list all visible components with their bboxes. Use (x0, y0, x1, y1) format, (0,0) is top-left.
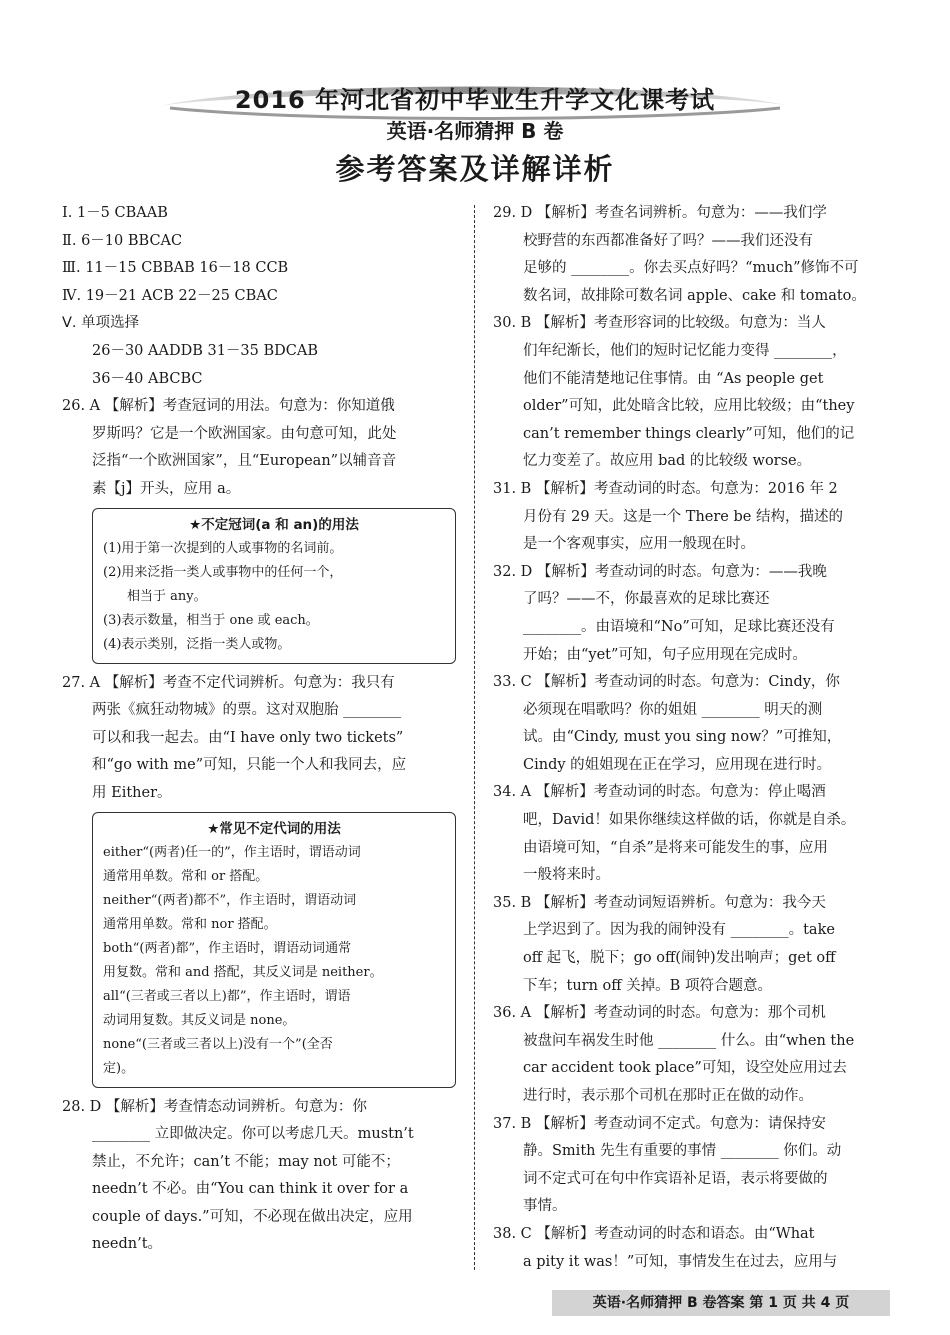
explanation-line: 31. B 【解析】考查动词的时态。句意为：2016 年 2 (493, 480, 838, 497)
answer-line: Ⅲ. 11－15 CBBAB 16－18 CCB (62, 260, 289, 277)
explanation-line: 素【j】开头，应用 a。 (92, 480, 241, 497)
page-title: 参考答案及详解详析 (335, 152, 615, 186)
note-line: none“(三者或三者以上)没有一个”(全否 (103, 1036, 333, 1052)
note-line: (4)表示类别，泛指一类人或物。 (103, 636, 291, 652)
note-line: 通常用单数。常和 or 搭配。 (103, 868, 269, 884)
explanation-line: needn’t。 (92, 1236, 163, 1253)
note-line: 通常用单数。常和 nor 搭配。 (103, 916, 277, 932)
explanation-line: 试。由“Cindy, must you sing now？”可推知， (523, 729, 842, 746)
exam-title: 2016 年河北省初中毕业生升学文化课考试 (234, 86, 716, 114)
explanation-line: 34. A 【解析】考查动词的时态。句意为：停止喝酒 (493, 784, 826, 801)
explanation-line: 26. A 【解析】考查冠词的用法。句意为：你知道俄 (62, 398, 395, 415)
explanation-line: 禁止，不允许；can’t 不能；may not 可能不； (92, 1153, 400, 1170)
explanation-line: 30. B 【解析】考查形容词的比较级。句意为：当人 (493, 315, 826, 332)
explanation-line: Cindy 的姐姐现在正在学习，应用现在进行时。 (523, 756, 832, 773)
explanation-line: 33. C 【解析】考查动词的时态。句意为：Cindy，你 (493, 674, 840, 691)
note-line: 动词用复数。其反义词是 none。 (103, 1012, 296, 1028)
explanation-line: 他们不能清楚地记住事情。由 “As people get (523, 370, 824, 387)
explanation-line: 下车；turn off 关掉。B 项符合题意。 (523, 977, 772, 994)
explanation-line: 28. D 【解析】考查情态动词辨析。句意为：你 (62, 1098, 367, 1115)
explanation-line: 可以和我一起去。由“I have only two tickets” (92, 729, 404, 746)
note-line: either“(两者)任一的”，作主语时，谓语动词 (103, 844, 361, 860)
explanation-line: 了吗？——不，你最喜欢的足球比赛还 (523, 591, 770, 608)
explanation-line: 忆力变差了。故应用 bad 的比较级 worse。 (523, 453, 812, 470)
answer-line: Ⅳ. 19－21 ACB 22－25 CBAC (62, 287, 278, 304)
page-footer: 英语·名师猜押 B 卷答案 第 1 页 共 4 页 (552, 1290, 890, 1316)
note-line: (1)用于第一次提到的人或事物的名词前。 (103, 540, 343, 556)
explanation-line: 一般将来时。 (523, 867, 610, 884)
explanation-line: ________ 立即做决定。你可以考虑几天。mustn’t (92, 1126, 414, 1143)
note-box-title: ★常见不定代词的用法 (207, 820, 341, 837)
explanation-line: 35. B 【解析】考查动词短语辨析。句意为：我今天 (493, 894, 826, 911)
right-column (493, 200, 889, 1276)
explanation-line: 事情。 (523, 1198, 567, 1215)
page-header (0, 0, 950, 200)
explanation-line: 泛指“一个欧洲国家”，且“European”以辅音音 (92, 453, 397, 470)
explanation-line: 必须现在唱歌吗？你的姐姐 ________ 明天的测 (523, 701, 823, 718)
note-line: (2)用来泛指一类人或事物中的任何一个， (103, 564, 343, 580)
explanation-line: ________。由语境和“No”可知，足球比赛还没有 (523, 618, 835, 635)
answer-line: 36－40 ABCBC (92, 370, 203, 387)
explanation-line: 27. A 【解析】考查不定代词辨析。句意为：我只有 (62, 674, 395, 691)
explanation-line: car accident took place”可知，设空处应用过去 (523, 1060, 847, 1077)
note-line: 相当于 any。 (127, 588, 207, 604)
explanation-line: 两张《疯狂动物城》的票。这对双胞胎 ________ (92, 702, 402, 719)
explanation-line: 上学迟到了。因为我的闹钟没有 ________。take (523, 922, 835, 939)
note-line: all“(三者或三者以上)都”，作主语时，谓语 (103, 988, 351, 1004)
note-line: 用复数。常和 and 搭配，其反义词是 neither。 (103, 964, 383, 980)
explanation-line: 足够的 ________。你去买点好吗？“much”修饰不可 (523, 260, 859, 277)
note-line: (3)表示数量，相当于 one 或 each。 (103, 612, 319, 628)
explanation-line: 静。Smith 先生有重要的事情 ________ 你们。动 (523, 1143, 842, 1160)
explanation-line: older”可知，此处暗含比较，应用比较级；由“they (523, 398, 855, 415)
section-heading: Ⅴ. 单项选择 (62, 315, 140, 332)
explanation-line: a pity it was！”可知，事情发生在过去，应用与 (523, 1253, 838, 1270)
column-divider (474, 205, 475, 1270)
exam-subtitle: 英语·名师猜押 B 卷 (386, 119, 564, 143)
explanation-line: 数名词，故排除可数名词 apple、cake 和 tomato。 (523, 287, 866, 304)
explanation-line: 38. C 【解析】考查动词的时态和语态。由“What (493, 1225, 815, 1242)
answer-line: Ⅰ. 1－5 CBAAB (62, 205, 168, 221)
explanation-line: can’t remember things clearly”可知，他们的记 (523, 425, 855, 442)
explanation-line: 29. D 【解析】考查名词辨析。句意为：——我们学 (493, 205, 827, 221)
explanation-line: 37. B 【解析】考查动词不定式。句意为：请保持安 (493, 1115, 826, 1132)
explanation-line: 罗斯吗？它是一个欧洲国家。由句意可知，此处 (92, 425, 397, 442)
answer-line: Ⅱ. 6－10 BBCAC (62, 232, 183, 249)
answer-line: 26－30 AADDB 31－35 BDCAB (92, 342, 318, 359)
explanation-line: needn’t 不必。由“You can think it over for a (92, 1181, 409, 1198)
explanation-line: 用 Either。 (92, 784, 172, 801)
explanation-line: couple of days.”可知，不必现在做出决定，应用 (92, 1208, 413, 1225)
explanation-line: 由语境可知，“自杀”是将来可能发生的事，应用 (523, 839, 828, 856)
explanation-line: 词不定式可在句中作宾语补足语，表示将要做的 (523, 1170, 828, 1187)
note-line: both“(两者)都”，作主语时，谓语动词通常 (103, 940, 352, 956)
note-box-indefinite-article (92, 508, 456, 664)
explanation-line: 和“go with me”可知，只能一个人和我同去，应 (92, 757, 407, 774)
explanation-line: 是一个客观事实，应用一般现在时。 (523, 536, 755, 553)
explanation-line: 们年纪渐长，他们的短时记忆能力变得 ________， (523, 342, 847, 359)
note-line: neither“(两者)都不”，作主语时，谓语动词 (103, 892, 357, 908)
explanation-line: 进行时，表示那个司机在那时正在做的动作。 (523, 1088, 813, 1104)
note-line: 定)。 (103, 1060, 135, 1076)
explanation-line: 月份有 29 天。这是一个 There be 结构，描述的 (523, 508, 843, 525)
explanation-line: 36. A 【解析】考查动词的时态。句意为：那个司机 (493, 1005, 826, 1022)
note-box-title: ★不定冠词(a 和 an)的用法 (189, 516, 359, 533)
explanation-line: 吧，David！如果你继续这样做的话，你就是自杀。 (523, 812, 856, 829)
explanation-line: 校野营的东西都准备好了吗？——我们还没有 (523, 232, 813, 249)
note-box-indefinite-pronoun (92, 812, 456, 1088)
explanation-line: 开始；由“yet”可知，句子应用现在完成时。 (523, 646, 807, 663)
left-column (62, 200, 456, 1259)
explanation-line: 32. D 【解析】考查动词的时态。句意为：——我晚 (493, 563, 827, 580)
explanation-line: 被盘问车祸发生时他 ________ 什么。由“when the (523, 1032, 855, 1049)
explanation-line: off 起飞，脱下；go off(闹钟)发出响声；get off (523, 950, 836, 967)
